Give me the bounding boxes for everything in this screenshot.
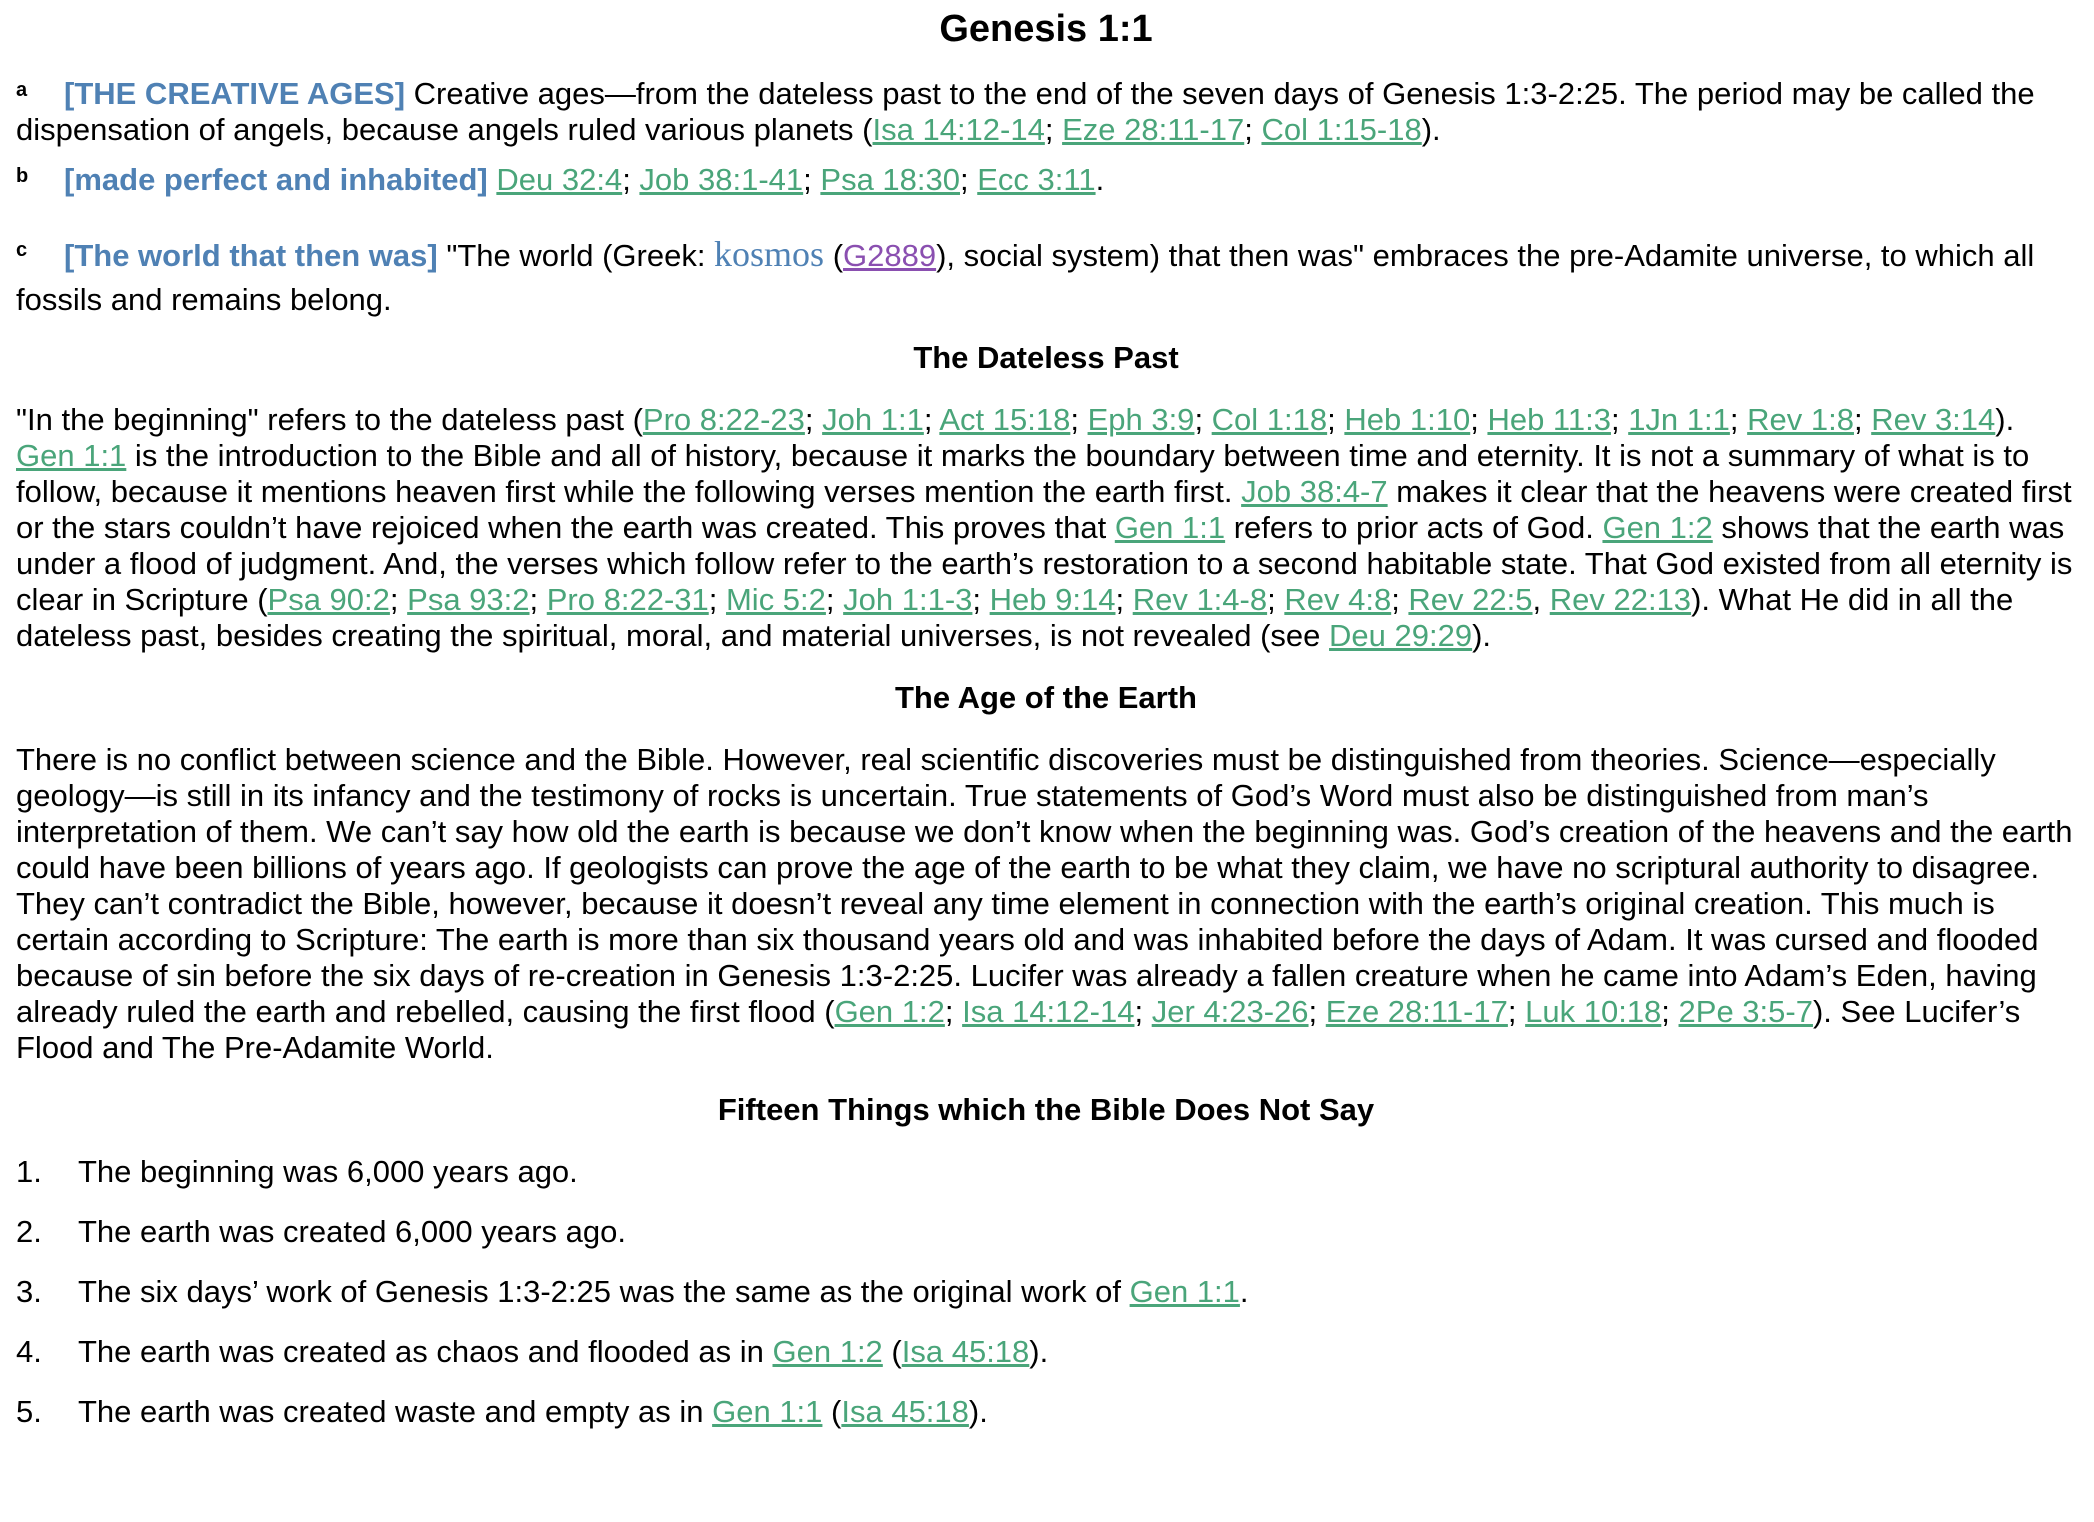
scripture-link[interactable]: Isa 45:18 — [841, 1394, 969, 1429]
scripture-link[interactable]: Col 1:15-18 — [1261, 112, 1422, 147]
scripture-link[interactable]: Luk 10:18 — [1525, 994, 1662, 1029]
fifteen-things-list — [16, 1154, 2076, 1430]
scripture-link[interactable]: Heb 9:14 — [989, 582, 1116, 617]
list-number: 5. — [16, 1394, 42, 1429]
scripture-link[interactable]: Jer 4:23-26 — [1151, 994, 1309, 1029]
scripture-link[interactable]: Psa 93:2 — [407, 582, 530, 617]
scripture-link[interactable]: Rev 4:8 — [1284, 582, 1392, 617]
list-number: 3. — [16, 1274, 42, 1309]
footnote-b: $^b$ [made perfect and inhabited] Deu 32:4; Job 38:1-41; Psa 18:30; Ecc 3:11. — [16, 162, 2076, 198]
footnote-term: [THE CREATIVE AGES] — [64, 76, 406, 111]
scripture-link[interactable]: Isa 14:12-14 — [962, 994, 1135, 1029]
scripture-link[interactable]: Gen 1:2 — [772, 1334, 883, 1369]
scripture-link[interactable]: Heb 1:10 — [1344, 402, 1471, 437]
scripture-link[interactable]: Psa 90:2 — [267, 582, 390, 617]
page-title: Genesis 1:1 — [939, 8, 1153, 50]
scripture-link[interactable]: Job 38:4-7 — [1241, 474, 1388, 509]
scripture-link[interactable]: Heb 11:3 — [1487, 402, 1611, 437]
footnote-marker: c — [16, 239, 28, 261]
scripture-link[interactable]: Gen 1:1 — [1114, 510, 1226, 545]
list-item: 3. The six days’ work of Genesis 1:3-2:25 was the same as the original work of Gen 1:1. — [16, 1274, 1249, 1309]
scripture-link[interactable]: Pro 8:22-23 — [642, 402, 805, 437]
scripture-link[interactable]: Gen 1:1 — [712, 1394, 823, 1429]
greek-word: kosmos — [714, 234, 825, 274]
list-item: 5. The earth was created waste and empty as in Gen 1:1 (Isa 45:18). — [16, 1394, 988, 1429]
list-number: 1. — [16, 1154, 42, 1189]
scripture-link[interactable]: Joh 1:1-3 — [843, 582, 973, 617]
scripture-link[interactable]: Rev 1:8 — [1747, 402, 1854, 437]
scripture-link[interactable]: Psa 18:30 — [820, 162, 960, 197]
scripture-link[interactable]: Gen 1:1 — [16, 438, 127, 473]
footnote-marker: a — [16, 79, 28, 101]
scripture-link[interactable]: Deu 32:4 — [496, 162, 623, 197]
footnote-c: $^c$ [The world that then was] "The world (Greek: kosmos (G2889), social system) that then was" embraces the pre-Adamite universe, to which all fossils and remains belong. — [16, 232, 2076, 322]
scripture-link[interactable]: Pro 8:22-31 — [546, 582, 709, 617]
scripture-link[interactable]: Isa 14:12-14 — [872, 112, 1045, 147]
scripture-link[interactable]: Rev 22:5 — [1408, 582, 1533, 617]
scripture-link[interactable]: Isa 45:18 — [901, 1334, 1030, 1369]
scripture-link[interactable]: Eze 28:11-17 — [1062, 112, 1245, 147]
scripture-link[interactable]: Job 38:1-41 — [639, 162, 804, 197]
scripture-link[interactable]: Mic 5:2 — [725, 582, 826, 617]
scripture-link[interactable]: Gen 1:1 — [1129, 1274, 1240, 1309]
strongs-number-link[interactable]: G2889 — [843, 238, 937, 273]
scripture-link[interactable]: Col 1:18 — [1211, 402, 1328, 437]
footnote-marker: b — [16, 165, 29, 187]
section-heading-age-of-earth: The Age of the Earth — [895, 680, 1197, 715]
scripture-link[interactable]: 1Jn 1:1 — [1628, 402, 1730, 437]
scripture-link[interactable]: Deu 29:29 — [1329, 618, 1473, 653]
list-item: 1. The beginning was 6,000 years ago. — [16, 1154, 578, 1189]
footnote-term: [The world that then was] — [64, 238, 438, 273]
footnote-term: [made perfect and inhabited] — [64, 162, 488, 197]
list-number: 2. — [16, 1214, 42, 1249]
dateless-past-paragraph: "In the beginning" refers to the dateless past (Pro 8:22-23; Joh 1:1; Act 15:18; Eph 3:9; Col 1:18; Heb 1:10; Heb 11:3; 1Jn 1:1; Rev 1:8; Rev 3:14). Gen 1:1 is the introduction to the Bible and all of history, because it marks the boundary between time and eternity. It is not a summary of what is to follow, because it mentions heaven first while the following verses mention the earth first. Job 38:4-7 makes it clear that the heavens were created first or the stars couldn’t have rejoiced when the earth was created. This proves that Gen 1:1 refers to prior acts of God. Gen 1:2 shows that the earth was under a flood of judgment. And, the verses which follow refer to the earth’s restoration to a second habitable state. That God existed from all eternity is clear in Scripture (Psa 90:2; Psa 93:2; Pro 8:22-31; Mic 5:2; Joh 1:1-3; Heb 9:14; Rev 1:4-8; Rev 4:8; Rev 22:5, Rev 22:13). What He did in all the dateless past, besides creating the spiritual, moral, and material universes, is not revealed (see Deu 29:29). — [16, 402, 2073, 653]
list-item: 4. The earth was created as chaos and flooded as in Gen 1:2 (Isa 45:18). — [16, 1334, 1049, 1369]
scripture-link[interactable]: 2Pe 3:5-7 — [1678, 994, 1813, 1029]
age-of-earth-paragraph: There is no conflict between science and the Bible. However, real scientific discoveries must be distinguished from theories. Science—especially geology—is still in its infancy and the testimony of rocks is uncertain. True statements of God’s Word must also be distinguished from man’s interpretation of them. We can’t say how old the earth is because we don’t know when the beginning was. God’s creation of the heavens and the earth could have been billions of years ago. If geologists can prove the age of the earth to be what they claim, we have no scriptural authority to disagree. They can’t contradict the Bible, however, because it doesn’t reveal any time element in connection with the earth’s original creation. This much is certain according to Scripture: The earth is more than six thousand years old and was inhabited before the days of Adam. It was cursed and flooded because of sin before the six days of re-creation in Genesis 1:3-2:25. Lucifer was already a fallen creature when he came into Adam’s Eden, having already ruled the earth and rebelled, causing the first flood (Gen 1:2; Isa 14:12-14; Jer 4:23-26; Eze 28:11-17; Luk 10:18; 2Pe 3:5-7). See Lucifer’s Flood and The Pre-Adamite World. — [16, 742, 2073, 1065]
scripture-link[interactable]: Rev 22:13 — [1549, 582, 1692, 617]
scripture-link[interactable]: Eze 28:11-17 — [1325, 994, 1508, 1029]
scripture-link[interactable]: Ecc 3:11 — [977, 162, 1096, 197]
scripture-link[interactable]: Gen 1:2 — [834, 994, 945, 1029]
scripture-link[interactable]: Rev 1:4-8 — [1132, 582, 1268, 617]
scripture-link[interactable]: Rev 3:14 — [1871, 402, 1996, 437]
section-heading-dateless-past: The Dateless Past — [913, 340, 1179, 375]
scripture-link[interactable]: Joh 1:1 — [822, 402, 924, 437]
scripture-link[interactable]: Eph 3:9 — [1087, 402, 1195, 437]
footnote-a: $^a$ [THE CREATIVE AGES] Creative ages—from the dateless past to the end of the seven days of Genesis 1:3-2:25. The period may be called the dispensation of angels, because angels ruled various planets (Isa 14:12-14; Eze 28:11-17; Col 1:15-18). — [16, 76, 2076, 148]
list-number: 4. — [16, 1334, 42, 1369]
section-heading-fifteen-things: Fifteen Things which the Bible Does Not Say — [717, 1092, 1375, 1127]
scripture-link[interactable]: Gen 1:2 — [1602, 510, 1713, 545]
list-item: 2. The earth was created 6,000 years ago. — [16, 1214, 626, 1249]
scripture-link[interactable]: Act 15:18 — [939, 402, 1071, 437]
